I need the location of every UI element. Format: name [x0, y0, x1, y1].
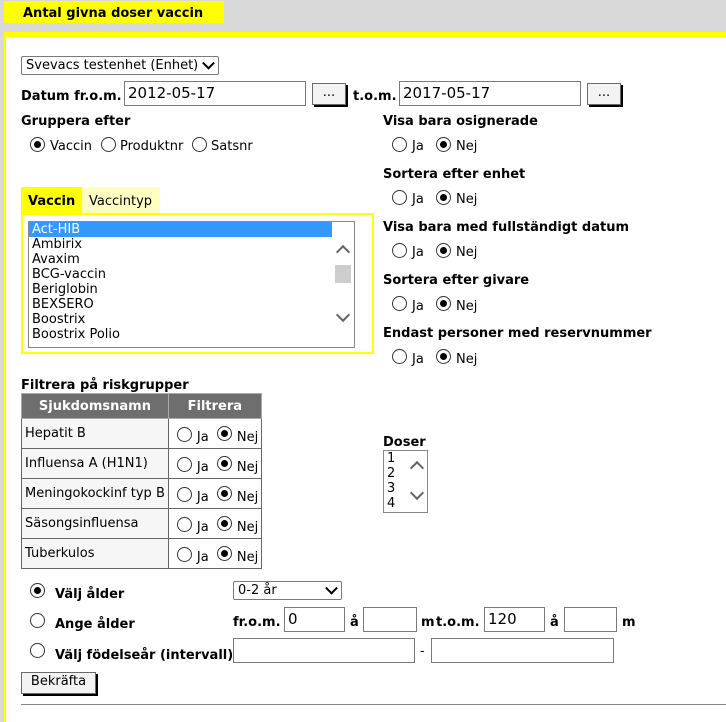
birthyear-to-input[interactable] — [431, 638, 614, 663]
list-item[interactable]: 3 — [387, 481, 396, 496]
toggle-unsigned-yes-radio[interactable] — [392, 137, 407, 152]
unit-select-value: Svevacs testenhet (Enhet) — [26, 58, 199, 73]
group-by-produktnr-label: Produktnr — [120, 139, 184, 154]
table-row — [22, 539, 262, 569]
risk-no-label: Nej — [236, 459, 259, 475]
age-to-months-unit: m — [622, 615, 636, 630]
toggle-unsigned-yes-label: Ja — [412, 139, 424, 154]
toggle-unsigned-no-label: Nej — [456, 139, 478, 154]
age-from-months-unit: m — [421, 615, 435, 630]
list-item[interactable]: Avaxim — [32, 252, 80, 267]
doses-label: Doser — [383, 435, 426, 450]
risk-yes-radio[interactable] — [177, 457, 192, 472]
list-item[interactable]: Beriglobin — [32, 282, 98, 297]
vaccine-list-scrollbar[interactable] — [332, 222, 354, 347]
column-header-filter: Filtrera — [168, 394, 261, 419]
risk-yes-radio[interactable] — [177, 487, 192, 502]
risk-name: Meningokockinf typ B — [22, 479, 169, 509]
risk-yes-label: Ja — [196, 459, 209, 475]
age-from-months-input[interactable] — [363, 607, 417, 632]
toggle-full-date-no-radio[interactable] — [436, 243, 451, 258]
tab-vaccin[interactable]: Vaccin — [21, 187, 82, 213]
risk-no-label: Nej — [236, 429, 259, 445]
list-item[interactable]: Act-HIB — [29, 222, 332, 237]
table-row — [22, 449, 262, 479]
toggle-sort-giver-yes-label: Ja — [412, 299, 424, 314]
age-from-years-input[interactable]: 0 — [284, 607, 345, 632]
column-header-name: Sjukdomsnamn — [22, 394, 169, 419]
birthyear-radio[interactable] — [30, 643, 45, 658]
risk-no-radio[interactable] — [217, 426, 232, 441]
list-item[interactable]: Ambirix — [32, 237, 83, 252]
age-to-years-input[interactable]: 120 — [484, 607, 545, 632]
risk-yes-radio[interactable] — [177, 547, 192, 562]
toggle-full-date-yes-label: Ja — [412, 245, 424, 260]
date-to-picker-button[interactable]: ... — [587, 83, 621, 105]
tab-vaccintyp[interactable]: Vaccintyp — [82, 187, 160, 213]
risk-name: Tuberkulos — [22, 539, 169, 569]
toggle-reserve-label: Endast personer med reservnummer — [383, 326, 652, 341]
date-from-picker-button[interactable]: ... — [312, 83, 346, 105]
risk-no-label: Nej — [236, 549, 259, 565]
list-item[interactable]: Boostrix Polio — [32, 327, 120, 342]
group-by-satsnr-label: Satsnr — [211, 139, 253, 154]
doses-listbox[interactable] — [383, 450, 428, 513]
list-item[interactable]: 1 — [387, 451, 396, 466]
confirm-button[interactable]: Bekräfta — [21, 672, 96, 694]
toggle-unsigned-label: Visa bara osignerade — [383, 114, 538, 129]
risk-name: Säsongsinfluensa — [22, 509, 169, 539]
toggle-full-date-label: Visa bara med fullständigt datum — [383, 220, 630, 235]
age-to-label: t.o.m. — [436, 615, 480, 630]
list-item[interactable]: BCG-vaccin — [32, 267, 106, 282]
toggle-sort-unit-no-label: Nej — [456, 192, 478, 207]
date-from-label: Datum fr.o.m. — [21, 89, 122, 104]
date-to-input[interactable]: 2017-05-17 — [399, 81, 581, 106]
toggle-reserve-no-label: Nej — [456, 352, 478, 367]
chevron-down-icon — [325, 582, 338, 595]
risk-groups-label: Filtrera på riskgrupper — [21, 378, 189, 393]
toggle-reserve-yes-label: Ja — [412, 352, 424, 367]
table-row — [22, 419, 262, 449]
risk-name: Hepatit B — [22, 419, 169, 449]
age-enter-radio[interactable] — [30, 613, 45, 628]
toggle-sort-giver-yes-radio[interactable] — [392, 296, 407, 311]
risk-yes-label: Ja — [196, 519, 209, 535]
age-enter-label: Ange ålder — [55, 617, 135, 632]
age-choose-label: Välj ålder — [55, 587, 125, 602]
chevron-up-icon[interactable] — [410, 461, 424, 475]
chevron-down-icon[interactable] — [336, 308, 350, 322]
toggle-full-date-no-label: Nej — [456, 245, 478, 260]
risk-yes-label: Ja — [196, 429, 209, 445]
doses-scrollbar[interactable] — [407, 451, 427, 512]
toggle-sort-giver-label: Sortera efter givare — [383, 273, 530, 288]
group-by-label: Gruppera efter — [21, 114, 131, 129]
divider — [21, 704, 726, 705]
birthyear-label: Välj födelseår (intervall) — [55, 648, 234, 663]
unit-select[interactable] — [21, 56, 219, 75]
toggle-sort-unit-label: Sortera efter enhet — [383, 167, 526, 182]
list-item[interactable]: BEXSERO — [32, 297, 94, 312]
chevron-down-icon — [202, 57, 215, 70]
age-from-years-unit: å — [350, 615, 359, 630]
risk-yes-label: Ja — [196, 489, 209, 505]
page-title: Antal givna doser vaccin — [4, 1, 224, 23]
date-to-label: t.o.m. — [353, 89, 397, 104]
group-by-vaccin-radio[interactable] — [30, 137, 45, 152]
list-item[interactable]: 4 — [387, 496, 396, 511]
vaccine-listbox[interactable] — [28, 221, 355, 348]
chevron-up-icon[interactable] — [336, 245, 350, 259]
interval-separator: - — [420, 644, 425, 659]
birthyear-from-input[interactable] — [233, 638, 415, 663]
risk-no-label: Nej — [236, 519, 259, 535]
age-choose-radio[interactable] — [30, 583, 45, 598]
toggle-full-date-yes-radio[interactable] — [392, 243, 407, 258]
toggle-sort-giver-no-label: Nej — [456, 299, 478, 314]
toggle-sort-unit-yes-radio[interactable] — [392, 190, 407, 205]
group-by-vaccin-label: Vaccin — [50, 139, 92, 154]
group-by-produktnr-radio[interactable] — [101, 137, 116, 152]
toggle-reserve-no-radio[interactable] — [436, 349, 451, 364]
risk-no-radio[interactable] — [217, 546, 232, 561]
risk-yes-label: Ja — [196, 549, 209, 565]
toggle-unsigned-no-radio[interactable] — [436, 137, 451, 152]
list-item[interactable]: 2 — [387, 466, 396, 481]
chevron-down-icon[interactable] — [410, 486, 424, 500]
date-from-input[interactable]: 2012-05-17 — [124, 81, 306, 106]
risk-yes-radio[interactable] — [177, 517, 192, 532]
toggle-sort-unit-yes-label: Ja — [412, 192, 424, 207]
scrollbar-thumb[interactable] — [335, 265, 351, 283]
table-row — [22, 509, 262, 539]
risk-groups-table — [21, 393, 262, 569]
list-item[interactable]: Boostrix — [32, 312, 86, 327]
age-select-value: 0-2 år — [238, 583, 277, 598]
table-row — [22, 479, 262, 509]
risk-yes-radio[interactable] — [177, 427, 192, 442]
risk-no-label: Nej — [236, 489, 259, 505]
age-to-months-input[interactable] — [564, 607, 617, 632]
toggle-sort-giver-no-radio[interactable] — [436, 296, 451, 311]
risk-no-radio[interactable] — [217, 516, 232, 531]
toggle-sort-unit-no-radio[interactable] — [436, 190, 451, 205]
age-to-years-unit: å — [550, 615, 559, 630]
toggle-reserve-yes-radio[interactable] — [392, 349, 407, 364]
risk-no-radio[interactable] — [217, 486, 232, 501]
age-from-label: fr.o.m. — [233, 615, 281, 630]
risk-name: Influensa A (H1N1) — [22, 449, 169, 479]
age-select[interactable] — [233, 581, 342, 600]
group-by-satsnr-radio[interactable] — [192, 137, 207, 152]
risk-no-radio[interactable] — [217, 456, 232, 471]
